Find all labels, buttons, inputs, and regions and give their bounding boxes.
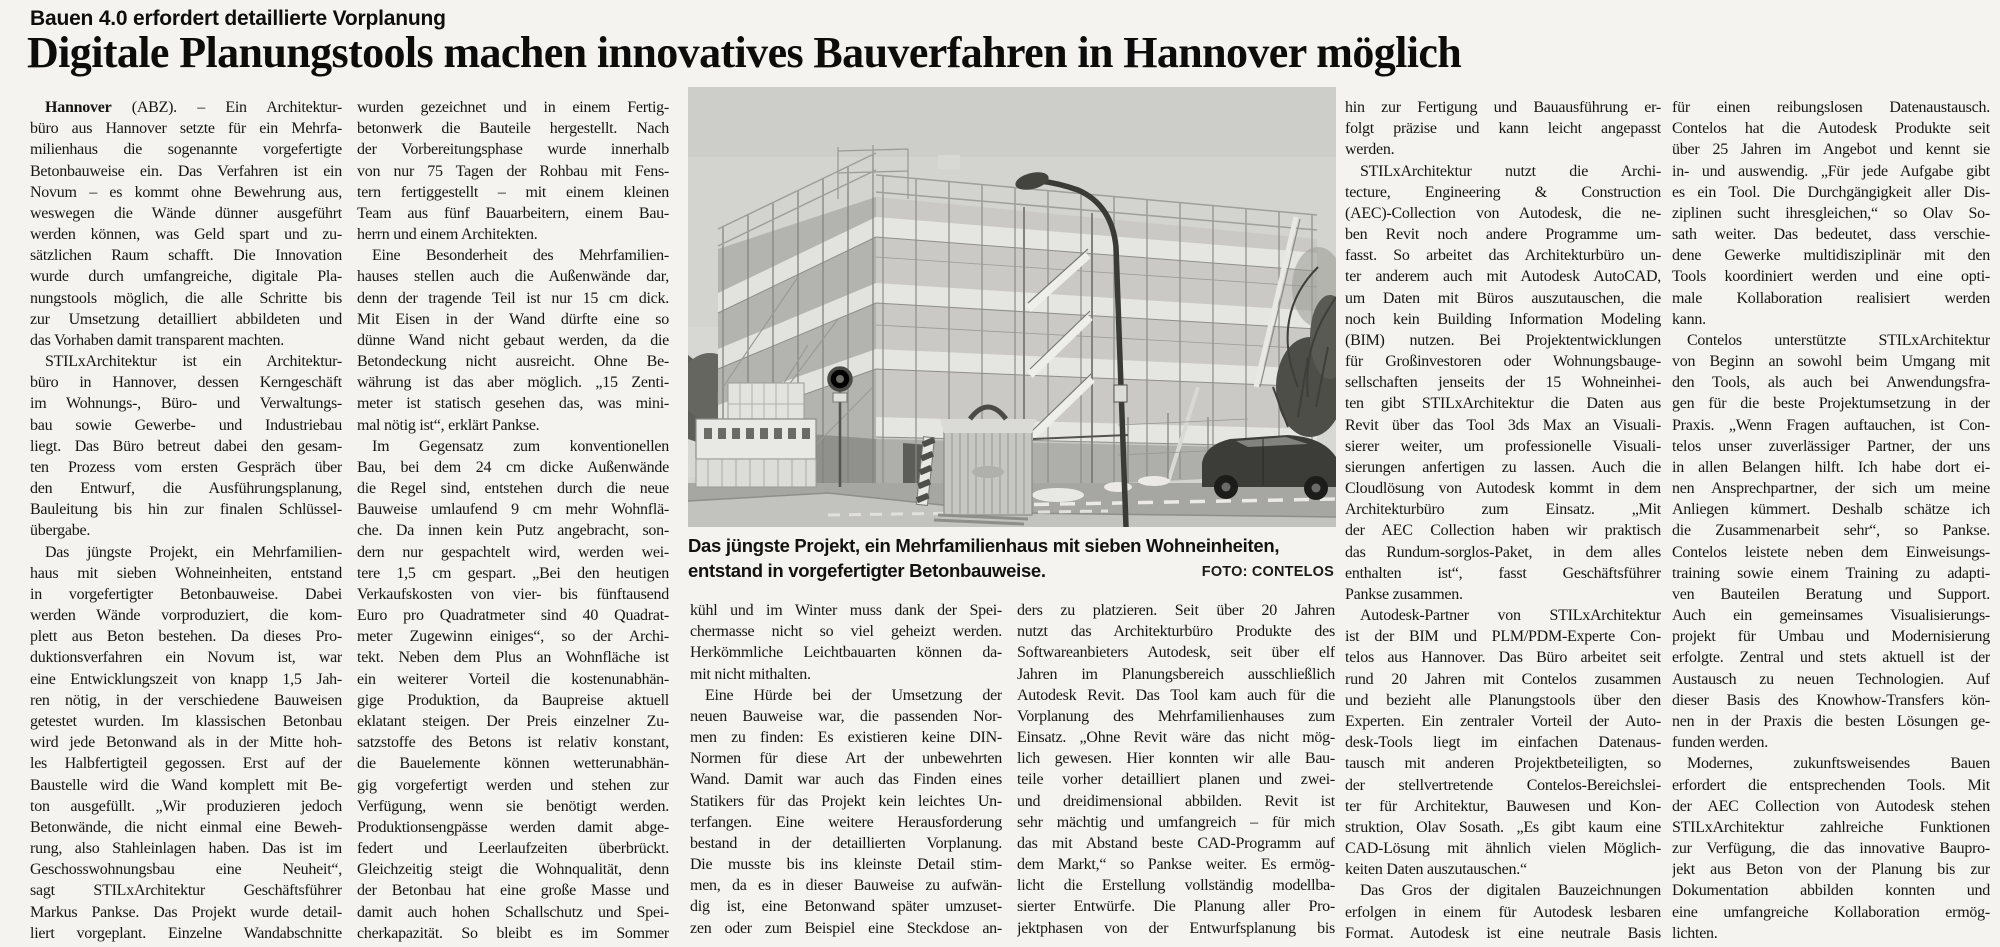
text-line: haus mit sieben Wohneinheiten, entstand: [30, 564, 342, 582]
text-line: lich gewesen. Hier konnten wir alle Bau-: [1017, 750, 1335, 768]
text-line: gen für die beste Projektumsetzung in der: [1672, 395, 1990, 413]
text-line: funden werden.: [1672, 734, 1769, 752]
text-line: Softwareanbieters Autodesk, seit über elf: [1017, 644, 1335, 662]
text-line: dem Markt,“ so Pankse weiter. Es ermög-: [1017, 856, 1335, 874]
article-column-6: [1672, 97, 1990, 944]
text-line: zur Verfügung, die das innovative Baupro-: [1672, 840, 1990, 858]
photo-caption: [688, 533, 1336, 587]
text-line: die Regel sind, entstehen durch die neue: [357, 480, 669, 498]
text-line: sehr mächtig und umfangreich – für mich: [1017, 813, 1335, 831]
text-line: bestand in der detaillierten Vorplanung.: [690, 834, 1002, 852]
text-line: sierer weiter, um professionelle Visuali-: [1345, 437, 1661, 455]
text-line: Eine Besonderheit des Mehrfamilien-: [372, 247, 669, 265]
text-line: Die musste bis ins kleinste Detail stim-: [690, 856, 1002, 874]
text-line: projekt für Umbau und Modernisierung: [1672, 628, 1990, 646]
text-line: erfolgen in einem für Autodesk lesbaren: [1345, 903, 1661, 921]
text-line: getestet wurden. Im klassischen Betonbau: [30, 712, 342, 730]
text-line: Baustelle wird die Wand komplett mit Be-: [30, 776, 342, 794]
text-line: Betonbauweise ein. Das Verfahren ist ein: [30, 162, 342, 180]
text-line: Bau, bei dem 24 cm dicke Außenwände: [357, 458, 669, 476]
text-line: liegt. Das Büro betreut dabei den gesam-: [30, 437, 342, 455]
text-line: plett aus Beton bestehen. Da dieses Pro-: [30, 628, 342, 646]
text-line: den Tools, als auch bei Anwendungsfra-: [1672, 374, 1990, 392]
text-line: der AEC Collection von Autodesk stehen: [1672, 797, 1990, 815]
text-line: im Wohnungs-, Büro- und Verwaltungs-: [30, 395, 342, 413]
text-line: ter anderem auch mit Autodesk AutoCAD,: [1345, 268, 1661, 286]
text-line: büro aus Hannover setzte für ein Mehrfa-: [30, 120, 342, 138]
text-line: bau sowie Gewerbe- und Industriebau: [30, 416, 342, 434]
text-line: Das Gros der digitalen Bauzeichnungen: [1360, 882, 1661, 900]
text-line: der AEC Collection haben wir praktisch: [1345, 522, 1661, 540]
construction-site-illustration: [688, 87, 1336, 527]
text-line: der Vorbereitungsphase wurde innerhalb: [357, 141, 669, 159]
text-line: das Vorhaben damit transparent machten.: [30, 331, 285, 349]
text-line: Anliegen kümmert. Deshalb schätze ich: [1672, 501, 1990, 519]
text-line: licht die Erstellung vollständig modellba-: [1017, 877, 1335, 895]
text-line: gig vorgefertigt werden und stehen zur: [357, 776, 669, 794]
article-photo: [688, 87, 1336, 527]
text-line: noch kein Building Information Modeling: [1345, 310, 1661, 328]
text-line: dünne Wand nicht gebaut werden, da die: [357, 331, 669, 349]
text-line: Euro pro Quadratmeter sind 40 Quadrat-: [357, 607, 669, 625]
photo-credit: FOTO: CONTELOS: [1201, 564, 1334, 580]
text-line: Im Gegensatz zum konventionellen: [372, 437, 669, 455]
text-line: Revit über das Tool 3ds Max an Visuali-: [1345, 416, 1661, 434]
text-line: das Rundum-sorglos-Paket, in dem alles: [1345, 543, 1661, 561]
text-line: desk-Tools liegt im einfachen Datenaus-: [1345, 734, 1661, 752]
text-line: Wand. Damit war auch das Finden eines: [690, 771, 1002, 789]
text-line: Auch ein gemeinsames Visualisierungs-: [1672, 607, 1990, 625]
text-line: nungstools möglich, die alle Schritte bis: [30, 289, 342, 307]
text-line: (AEC)-Collection von Autodesk, die ne-: [1345, 204, 1661, 222]
text-line: Jahren im Planungsbereich ausschließlich: [1017, 665, 1335, 683]
text-line: Betondeckung nicht ausreicht. Ohne Be-: [357, 353, 669, 371]
text-line: STILxArchitektur zahlreiche Funktionen: [1672, 818, 1990, 836]
text-line: telos unser zuverlässiger Partner, der uns: [1672, 437, 1990, 455]
text-line: in allen Belangen hilft. Ich habe dort ei-: [1672, 458, 1990, 476]
text-line: eine Entwicklungszeit von knapp 1,5 Jah-: [30, 670, 342, 688]
text-line: hin zur Fertigung und Bauausführung er-: [1345, 99, 1661, 116]
text-line: men, da es in dieser Bauweise zu aufwän-: [690, 877, 1002, 895]
text-line: zur Umsetzung detailliert abbildeten und: [30, 310, 342, 328]
text-line: wurden gezeichnet und in einem Fertig-: [357, 99, 669, 116]
text-line: ten gibt STILxArchitektur die Daten aus: [1345, 395, 1661, 413]
text-line: nen Ansprechpartner, der sich um meine: [1672, 480, 1990, 498]
text-line: sagt STILxArchitektur Geschäftsführer: [30, 882, 342, 900]
text-line: werden.: [1345, 141, 1395, 159]
text-line: chermasse nicht so viel geheizt werden.: [690, 623, 1002, 641]
text-line: Cloudlösung von Autodesk kommt in dem: [1345, 480, 1661, 498]
text-line: rung, also Stahleinlagen haben. Das ist im: [30, 840, 342, 858]
text-line: Team aus fünf Bauarbeitern, einem Bau-: [357, 204, 669, 222]
waste-container: [934, 407, 1036, 524]
text-line: duktionsverfahren ein Novum ist, war: [30, 649, 342, 667]
text-line: das mit Abstand beste CAD-Programm auf: [1017, 834, 1335, 852]
article-column-4: [1017, 600, 1335, 939]
text-line: ist der BIM und PLM/PDM-Experte Con-: [1345, 628, 1661, 646]
kicker: Bauen 4.0 erfordert detaillierte Vorplanung: [30, 7, 446, 30]
text-line: Markus Pankse. Das Projekt wurde detail-: [30, 903, 342, 921]
text-line: herrn und einem Architekten.: [357, 226, 538, 244]
text-line: CAD-Lösung mit ähnlich vielen Möglich-: [1345, 840, 1661, 858]
text-line: lichten.: [1672, 924, 1718, 942]
text-line: training sowie einem Training zu adapti-: [1672, 564, 1990, 582]
text-line: ten Prozess vom ersten Gespräch über: [30, 458, 342, 476]
text-line: und bezieht alle Planungstools über den: [1345, 691, 1661, 709]
text-line: kühl und im Winter muss dank der Spei-: [690, 602, 1002, 619]
text-line: der Betonbau hat eine große Masse und: [357, 882, 669, 900]
text-line: Format. Autodesk ist eine neutrale Basis: [1345, 924, 1661, 942]
text-line: Tools koordiniert werden und eine opti-: [1672, 268, 1990, 286]
text-line: meter ist statisch gesehen das, was mini-: [357, 395, 669, 413]
text-line: erfolgte. Zentral und stets aktuell ist der: [1672, 649, 1990, 667]
text-line: mit nicht mithalten.: [690, 665, 811, 683]
text-line: dene Gewerke multidisziplinär mit den: [1672, 247, 1990, 265]
text-line: hauses stellen auch die Außenwände dar,: [357, 268, 669, 286]
text-line: Statikers für das Projekt kein leichtes Un-: [690, 792, 1002, 810]
article-column-5: [1345, 97, 1661, 944]
text-line: tere 1,5 cm gespart. „Bei den heutigen: [357, 564, 669, 582]
text-line: che. Da innen kein Putz angebracht, son-: [357, 522, 669, 540]
text-line: weswegen die Wände dünner ausgeführt: [30, 204, 342, 222]
text-line: Einsatz. „Ohne Revit wäre das nicht mög-: [1017, 729, 1335, 747]
text-line: ren nötig, in der verschiedene Bauweisen: [30, 691, 342, 709]
text-line: um Daten mit Büros auszutauschen, die: [1345, 289, 1661, 307]
text-line: tern fertiggestellt – mit einem kleinen: [357, 183, 669, 201]
text-line: Hannover (ABZ). – Ein Architektur-: [45, 99, 342, 116]
text-line: ben Revit noch andere Programme um-: [1345, 226, 1661, 244]
article-column-2: [357, 97, 669, 944]
text-line: STILxArchitektur ist ein Architektur-: [45, 353, 342, 371]
text-line: dern nur gespachtelt wird, werden wei-: [357, 543, 669, 561]
text-line: gige Produktion, da Baupreise aktuell: [357, 691, 669, 709]
text-line: teile vorher detailliert planen und zwei-: [1017, 771, 1335, 789]
text-line: damit auch hohen Schallschutz und Spei-: [357, 903, 669, 921]
text-line: kann.: [1672, 310, 1706, 328]
text-line: für einen reibungslosen Datenaustausch.: [1672, 99, 1990, 116]
text-line: wurde durch umfangreiche, digitale Pla-: [30, 268, 342, 286]
text-line: Eine Hürde bei der Umsetzung der: [705, 686, 1002, 704]
text-line: eine umfangreiche Kollaboration ermög-: [1672, 903, 1990, 921]
text-line: liert vorgeplant. Einzelne Wandabschnitte: [30, 924, 342, 942]
text-line: Produktionsengpässe werden damit abge-: [357, 818, 669, 836]
text-line: (BIM) nutzen. Bei Projektentwicklungen: [1345, 331, 1661, 349]
text-line: dig ist, eine Betonwand später umzuset-: [690, 898, 1002, 916]
text-line: ders zu platzieren. Seit über 20 Jahren: [1017, 602, 1335, 619]
text-line: ein weiterer Vorteil die kostenunabhän-: [357, 670, 669, 688]
text-line: mal nötig ist“, erklärt Pankse.: [357, 416, 540, 434]
text-line: nutzt das Architekturbüro Produkte des: [1017, 623, 1335, 641]
text-line: betonwerk die Bauteile hergestellt. Nach: [357, 120, 669, 138]
text-line: währung ist das aber möglich. „15 Zenti-: [357, 374, 669, 392]
text-line: jekt aus Beton von der Planung bis zur: [1672, 861, 1990, 879]
text-line: Contelos hat die Autodesk Produkte seit: [1672, 120, 1990, 138]
text-line: Vorplanung des Mehrfamilienhauses zum: [1017, 707, 1335, 725]
text-line: telos aus Hannover. Das Büro arbeitet seit: [1345, 649, 1661, 667]
text-line: eklatant steigen. Der Preis einzelner Zu-: [357, 712, 669, 730]
text-line: zen oder zum Beispiel eine Steckdose an-: [690, 919, 1002, 937]
text-line: STILxArchitektur nutzt die Archi-: [1360, 162, 1661, 180]
text-line: werden Wände vorproduziert, die kom-: [30, 607, 342, 625]
text-line: Verfügung, wenn sie benötigt werden.: [357, 797, 669, 815]
text-line: in vorgefertigter Betonbauweise. Dabei: [30, 585, 342, 603]
text-line: Verkaufskosten von vier- bis fünftausend: [357, 585, 669, 603]
text-line: den Entwurf, die Ausführungsplanung,: [30, 480, 342, 498]
text-line: die Bauelemente können wetterunabhän-: [357, 755, 669, 773]
text-line: Bauweise umlaufend 9 cm mehr Wohnflä-: [357, 501, 669, 519]
text-line: Pankse zusammen.: [1345, 585, 1463, 603]
text-line: keiten Daten auszutauschen.“: [1345, 861, 1527, 879]
text-line: und dreidimensional abbilden. Revit ist: [1017, 792, 1335, 810]
text-line: über 25 Jahren im Angebot und kennt sie: [1672, 141, 1990, 159]
text-line: übergabe.: [30, 522, 91, 540]
text-line: sellschaften jenseits der 15 Wohneinhei-: [1345, 374, 1661, 392]
text-line: Mit Eisen in der Wand dürfte eine so: [357, 310, 669, 328]
text-line: rund 20 Jahren mit Contelos zusammen: [1345, 670, 1661, 688]
text-line: tausch mit anderen Projektbeteiligten, so: [1345, 755, 1661, 773]
text-line: denn der tragende Teil ist nur 15 cm dick.: [357, 289, 669, 307]
text-line: cherkapazität. So bleibt es im Sommer: [357, 924, 669, 942]
text-line: milienhaus die sogenannte vorgefertigte: [30, 141, 342, 159]
text-line: der stellvertretende Contelos-Bereichslei-: [1345, 776, 1661, 794]
text-line: sätzlichen Raum schafft. Die Innovation: [30, 247, 342, 265]
text-line: terfangen. Eine weitere Herausforderung: [690, 813, 1002, 831]
text-line: die Zusammenarbeit sehr“, so Pankse.: [1672, 522, 1990, 540]
text-line: werden können, was Geld spart und zu-: [30, 226, 342, 244]
text-line: erfordert die entsprechenden Tools. Mit: [1672, 776, 1990, 794]
text-line: folgt präzise und kann leicht angepasst: [1345, 120, 1661, 138]
text-line: jektphasen von der Entwurfsplanung bis: [1017, 919, 1335, 937]
text-line: es ein Tool. Die Durchgängigkeit aller Dis-: [1672, 183, 1990, 201]
text-line: Architekturbüro zum Einsatz. „Mit: [1345, 501, 1661, 519]
text-line: Austausch zu neuen Technologien. Auf: [1672, 670, 1990, 688]
text-line: ton ausgefüllt. „Wir produzieren jedoch: [30, 797, 342, 815]
text-line: nen in der Praxis die besten Lösungen ge-: [1672, 712, 1990, 730]
text-line: Contelos leistete neben dem Einweisungs-: [1672, 543, 1990, 561]
text-line: für Großinvestoren oder Wohnungsbauge-: [1345, 353, 1661, 371]
text-line: Geschosswohnungsbau eine Neuheit“,: [30, 861, 342, 879]
article-column-1: [30, 97, 342, 944]
text-line: von nur 75 Tagen der Rohbau mit Fens-: [357, 162, 669, 180]
text-line: Autodesk Revit. Das Tool kam auch für die: [1017, 686, 1335, 704]
text-line: Praxis. „Wenn Fragen auftauchen, ist Con-: [1672, 416, 1990, 434]
text-line: Autodesk-Partner von STILxArchitektur: [1360, 607, 1661, 625]
text-line: les Halbfertigteil gegossen. Erst auf der: [30, 755, 342, 773]
text-line: Das jüngste Projekt, ein Mehrfamilien-: [45, 543, 342, 561]
text-line: in- und auswendig. „Für jede Aufgabe gibt: [1672, 162, 1990, 180]
text-line: Modernes, zukunftsweisendes Bauen: [1687, 755, 1990, 773]
text-line: enthalten ist“, fasst Geschäftsführer: [1345, 564, 1661, 582]
text-line: sath weiter. Das bedeutet, dass verschie-: [1672, 226, 1990, 244]
caption-text: Das jüngste Projekt, ein Mehrfamilienhaus mit sieben Wohneinheiten, entstand in vorgefertigter Betonbauweise.: [688, 535, 1280, 581]
text-line: von Beginn an sowohl beim Umgang mit: [1672, 353, 1990, 371]
text-line: men zu finden: Es existieren keine DIN-: [690, 729, 1002, 747]
text-line: fasst. So arbeitet das Architekturbüro un-: [1345, 247, 1661, 265]
text-line: ven Bauteilen Beratung und Support.: [1672, 585, 1990, 603]
text-line: federt und Leerlaufzeiten überbrückt.: [357, 840, 669, 858]
text-line: dieser Basis des Knowhow-Transfers kön-: [1672, 691, 1990, 709]
text-line: ziplinen sucht ihresgleichen,“ so Olav So-: [1672, 204, 1990, 222]
text-line: sierungen anfertigen zu lassen. Auch die: [1345, 458, 1661, 476]
text-line: Experten. Ein zentraler Vorteil der Auto-: [1345, 712, 1661, 730]
text-line: tekt. Neben dem Plus an Wohnfläche ist: [357, 649, 669, 667]
text-line: Bauleitung bis hin zur finalen Schlüssel-: [30, 501, 342, 519]
text-line: wird jede Betonwand als in der Mitte hoh-: [30, 734, 342, 752]
text-line: Betonwände, die nicht einmal eine Beweh-: [30, 818, 342, 836]
text-line: male Kollaboration realisiert werden: [1672, 289, 1990, 307]
text-line: neuen Bauweise war, die passenden Nor-: [690, 707, 1002, 725]
article-column-3: [690, 600, 1002, 939]
headline: Digitale Planungstools machen innovatives Bauverfahren in Hannover möglich: [27, 28, 1462, 77]
text-line: büro in Hannover, dessen Kerngeschäft: [30, 374, 342, 392]
text-line: Herkömmliche Leichtbauarten können da-: [690, 644, 1002, 662]
text-line: sierter Entwürfe. Die Planung aller Pro-: [1017, 898, 1335, 916]
text-line: satzstoffe des Betons ist relativ konstant,: [357, 734, 669, 752]
text-line: Dokumentation abbilden konnten und: [1672, 882, 1990, 900]
text-line: Contelos unterstützte STILxArchitektur: [1687, 331, 1990, 349]
text-line: Gleichzeitig steigt die Wohnqualität, denn: [357, 861, 669, 879]
text-line: Normen für diese Art der unbewehrten: [690, 750, 1002, 768]
text-line: meter Zugewinn einiges“, so der Archi-: [357, 628, 669, 646]
text-line: ter für Architektur, Bauwesen und Kon-: [1345, 797, 1661, 815]
text-line: Novum – es kommt ohne Bewehrung aus,: [30, 183, 342, 201]
text-line: tecture, Engineering & Construction: [1345, 183, 1661, 201]
text-line: struktion, Olav Sosath. „Es gibt kaum eine: [1345, 818, 1661, 836]
